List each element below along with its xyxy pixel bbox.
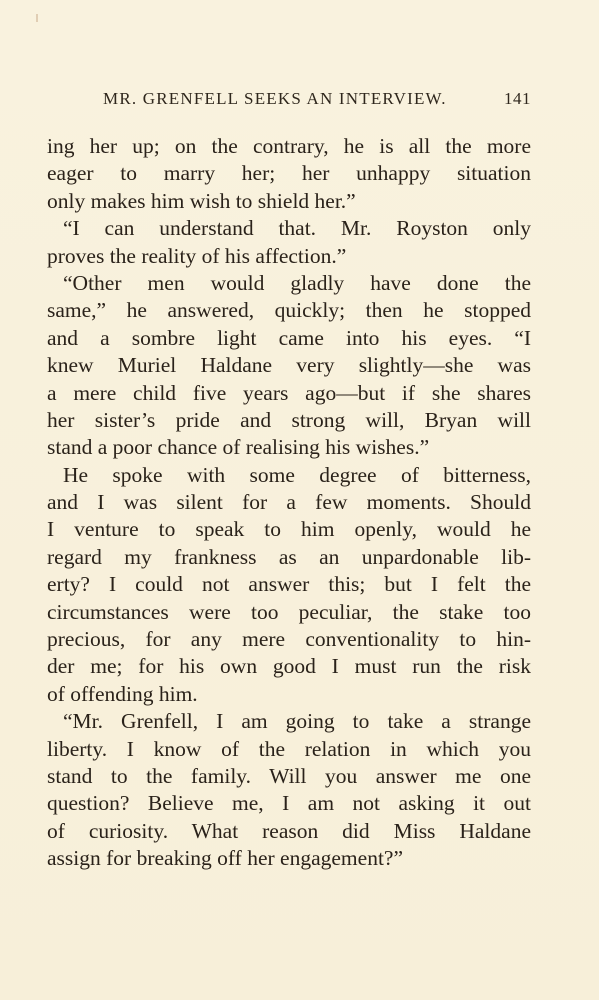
text-line: He spoke with some degree of bitterness, <box>63 462 531 487</box>
text-line: precious, for any mere conventionality to hin- <box>47 627 531 652</box>
text-line: only makes him wish to shield her.” <box>47 188 356 213</box>
text-line: regard my frankness as an unpardonable lib- <box>47 544 531 569</box>
text-line: I venture to speak to him openly, would he <box>47 517 531 542</box>
text-line: and I was silent for a few moments. Should <box>47 490 531 515</box>
text-line: liberty. I know of the relation in which you <box>47 736 531 761</box>
text-line: “Mr. Grenfell, I am going to take a strange <box>63 709 531 734</box>
text-line: her sister’s pride and strong will, Bryan will <box>47 407 531 432</box>
margin-mark <box>36 14 38 22</box>
text-line: stand to the family. Will you answer me one <box>47 763 531 788</box>
text-line: a mere child five years ago—but if she shares <box>47 380 531 405</box>
text-line: knew Muriel Haldane very slightly—she was <box>47 353 531 378</box>
text-line: “I can understand that. Mr. Royston only <box>63 216 531 241</box>
text-line: stand a poor chance of realising his wishes.” <box>47 435 430 460</box>
text-line: same,” he answered, quickly; then he stopped <box>47 298 531 323</box>
text-line: der me; for his own good I must run the risk <box>47 654 531 679</box>
text-line: question? Believe me, I am not asking it out <box>47 791 531 816</box>
page-number: 141 <box>504 89 531 108</box>
body-text <box>47 133 531 873</box>
text-line: ing her up; on the contrary, he is all the more <box>47 134 531 158</box>
text-line: eager to marry her; her unhappy situation <box>47 161 531 186</box>
text-line: “Other men would gladly have done the <box>63 270 531 295</box>
text-line: proves the reality of his affection.” <box>47 243 347 268</box>
text-line: of offending him. <box>47 681 198 706</box>
text-line: of curiosity. What reason did Miss Haldane <box>47 818 531 843</box>
text-line: assign for breaking off her engagement?” <box>47 846 403 871</box>
text-line: and a sombre light came into his eyes. “I <box>47 325 531 350</box>
running-head <box>47 89 531 111</box>
text-line: circumstances were too peculiar, the stake too <box>47 599 531 624</box>
chapter-title: MR. GRENFELL SEEKS AN INTERVIEW. <box>103 89 447 108</box>
text-line: erty? I could not answer this; but I felt the <box>47 572 531 597</box>
